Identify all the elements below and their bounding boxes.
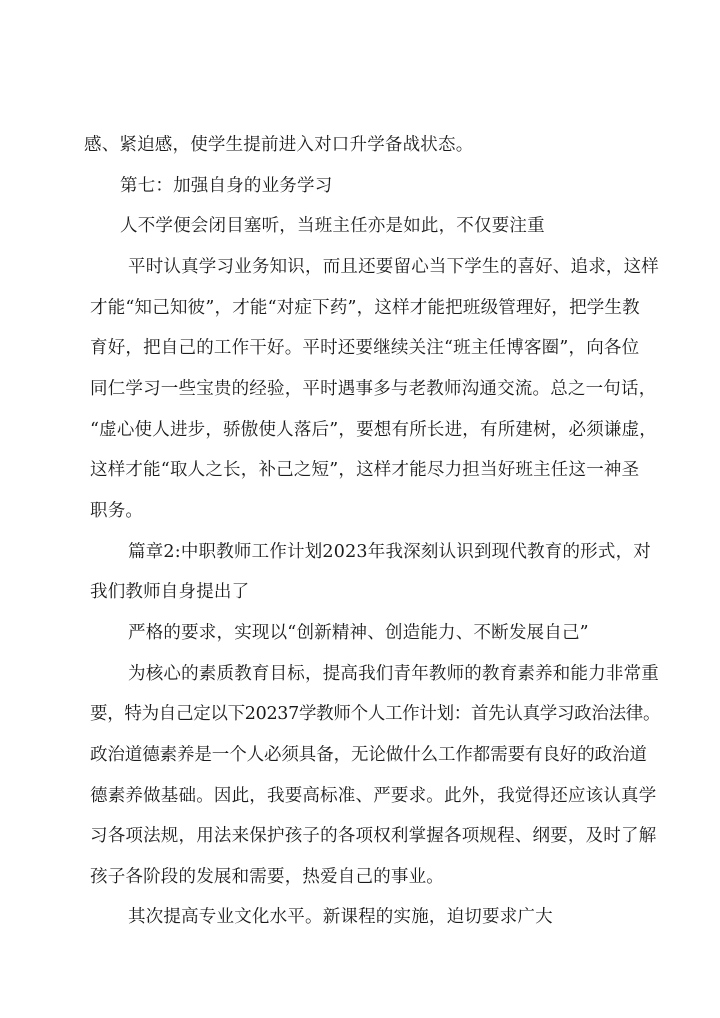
text-line-13: 严格的要求，实现以“创新精神、创造能力、不断发展自己” <box>128 623 589 643</box>
text-line-16: 政治道德素养是一个人必须具备，无论做什么工作都需要有良好的政治道 <box>90 745 647 765</box>
text-line-9: 这样才能“取人之长，补己之短”，这样才能尽力担当好班主任这一神圣 <box>90 460 640 480</box>
text-line-18: 习各项法规，用法来保护孩子的各项权利掌握各项规程、纲要，及时了解 <box>90 826 657 846</box>
text-line-19: 孩子各阶段的发展和需要，热爱自己的事业。 <box>90 867 444 887</box>
text-line-10: 职务。 <box>90 501 144 521</box>
section-heading-7: 第七：加强自身的业务学习 <box>120 176 333 196</box>
text-line-6: 育好，把自己的工作干好。平时还要继续关注“班主任博客圈”，向各位 <box>90 338 640 358</box>
text-line-3: 人不学便会闭目塞听，当班主任亦是如此，不仅要注重 <box>120 216 545 236</box>
text-line-7: 同仁学习一些宝贵的经验，平时遇事多与老教师沟通交流。总之一句话， <box>90 379 657 399</box>
text-line-4: 平时认真学习业务知识，而且还要留心当下学生的喜好、追求，这样 <box>128 257 659 277</box>
text-line-8: “虚心使人进步，骄傲使人落后”，要想有所长进，有所建树，必须谦虚， <box>90 420 657 440</box>
text-line-5: 才能“知己知彼”，才能“对症下药”，这样才能把班级管理好，把学生教 <box>90 298 640 318</box>
text-line-1: 感、紧迫感，使学生提前进入对口升学备战状态。 <box>84 135 474 155</box>
text-line-20: 其次提高专业文化水平。新课程的实施，迫切要求广大 <box>128 907 553 927</box>
text-line-12: 我们教师自身提出了 <box>90 582 250 602</box>
text-line-14: 为核心的素质教育目标，提高我们青年教师的教育素养和能力非常重 <box>128 664 659 684</box>
text-line-15: 要，特为自己定以下20237学教师个人工作计划：首先认真学习政治法律。 <box>90 704 661 724</box>
text-line-17: 德素养做基础。因此，我要高标准、严要求。此外，我觉得还应该认真学 <box>90 786 657 806</box>
chapter-2-heading: 篇章2:中职教师工作计划2023年我深刻认识到现代教育的形式，对 <box>128 542 651 562</box>
